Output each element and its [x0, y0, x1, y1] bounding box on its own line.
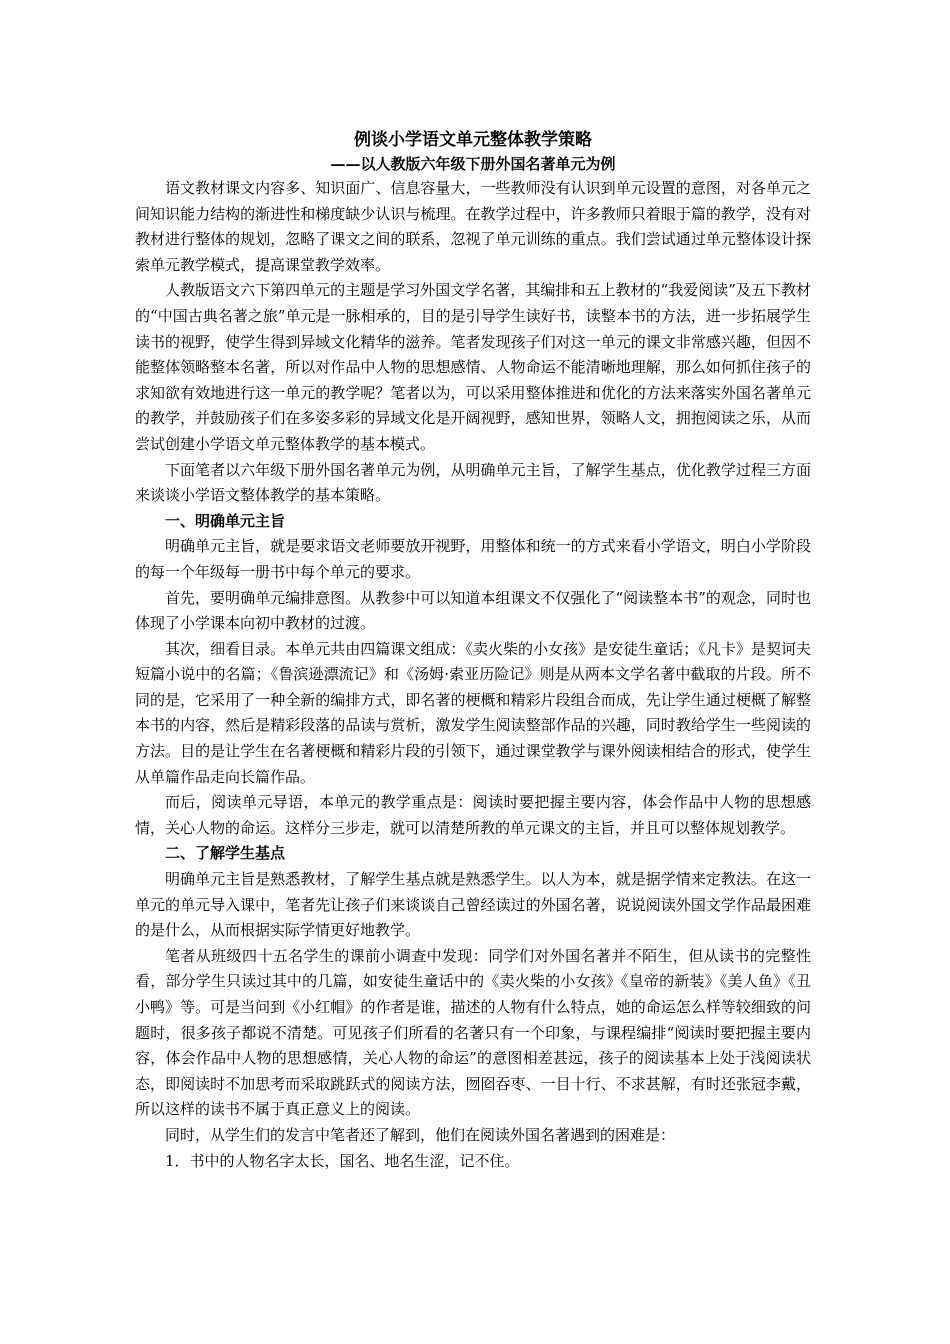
document-page — [135, 128, 811, 1174]
body-paragraph: 明确单元主旨是熟悉教材，了解学生基点就是熟悉学生。以人为本，就是据学情来定教法。在这一单元的单元导入课中，笔者先让孩子们来谈谈自己曾经读过的外国名著，说说阅读外国文学作品最困难的是什么，从而根据实际学情更好地教学。 — [135, 870, 811, 940]
body-paragraph: 其次，细看目录。本单元共由四篇课文组成：《卖火柴的小女孩》是安徒生童话；《凡卡》是契诃夫短篇小说中的名篇；《鲁滨逊漂流记》和《汤姆·索亚历险记》则是从两本文学名著中截取的片段。所不同的是，它采用了一种全新的编排方式，即名著的梗概和精彩片段组合而成，先让学生通过梗概了解整本书的内容，然后是精彩段落的品读与赏析，激发学生阅读整部作品的兴趣，同时教给学生一些阅读的方法。目的是让学生在名著梗概和精彩片段的引领下，通过课堂教学与课外阅读相结合的形式，使学生从单篇作品走向长篇作品。 — [135, 639, 811, 786]
body-paragraph: 首先，要明确单元编排意图。从教参中可以知道本组课文不仅强化了“阅读整本书”的观念，同时也体现了小学课本向初中教材的过渡。 — [135, 588, 811, 633]
body-paragraph: 语文教材课文内容多、知识面广、信息容量大，一些教师没有认识到单元设置的意图，对各单元之间知识能力结构的渐进性和梯度缺少认识与梳理。在教学过程中，许多教师只着眼于篇的教学，没有对教材进行整体的规划，忽略了课文之间的联系，忽视了单元训练的重点。我们尝试通过单元整体设计探索单元教学模式，提高课堂教学效率。 — [135, 179, 811, 274]
body-paragraph: 下面笔者以六年级下册外国名著单元为例，从明确单元主旨，了解学生基点，优化教学过程三方面来谈谈小学语文整体教学的基本策略。 — [135, 460, 811, 505]
body-paragraph: 1．书中的人物名字太长，国名、地名生涩，记不住。 — [165, 1151, 520, 1170]
body-paragraph: 人教版语文六下第四单元的主题是学习外国文学名著，其编排和五上教材的“我爱阅读”及五下教材的“中国古典名著之旅”单元是一脉相承的，目的是引导学生读好书，读整本书的方法，进一步拓展学生读书的视野，使学生得到异域文化精华的滋养。笔者发现孩子们对这一单元的课文非常感兴趣，但因不能整体领略整本名著，所以对作品中人物的思想感情、人物命运不能清晰地理解，那么如何抓住孩子的求知欲有效地进行这一单元的教学呢？笔者以为，可以采用整体推进和优化的方法来落实外国名著单元的教学，并鼓励孩子们在多姿多彩的异域文化是开阔视野，感知世界，领略人文，拥抱阅读之乐，从而尝试创建小学语文单元整体教学的基本模式。 — [135, 281, 811, 453]
document-subtitle: ——以人教版六年级下册外国名著单元为例 — [330, 155, 616, 173]
document-body — [135, 176, 811, 1174]
section-heading: 一、明确单元主旨 — [165, 511, 286, 530]
document-title: 例谈小学语文单元整体教学策略 — [354, 130, 592, 150]
body-paragraph: 同时，从学生们的发言中笔者还了解到，他们在阅读外国名著遇到的困难是： — [165, 1125, 676, 1144]
body-paragraph: 而后，阅读单元导语，本单元的教学重点是：阅读时要把握主要内容，体会作品中人物的思想感情，关心人物的命运。这样分三步走，就可以清楚所教的单元课文的主旨，并且可以整体规划教学。 — [135, 793, 811, 837]
section-heading: 二、了解学生基点 — [165, 844, 286, 863]
body-paragraph: 笔者从班级四十五名学生的课前小调查中发现：同学们对外国名著并不陌生，但从读书的完整性看，部分学生只读过其中的几篇，如安徒生童话中的《卖火柴的小女孩》《皇帝的新装》《美人鱼》《丑小鸭》等。可是当问到《小红帽》的作者是谁，描述的人物有什么特点，她的命运怎么样等较细致的问题时，很多孩子都说不清楚。可见孩子们所看的名著只有一个印象，与课程编排“阅读时要把握主要内容，体会作品中人物的思想感情，关心人物的命运”的意图相差甚远，孩子的阅读基本上处于浅阅读状态，即阅读时不加思考而采取跳跃式的阅读方法，囫囵吞枣、一目十行、不求甚解，有时还张冠李戴，所以这样的读书不属于真正意义上的阅读。 — [135, 946, 811, 1119]
body-paragraph: 明确单元主旨，就是要求语文老师要放开视野，用整体和统一的方式来看小学语文，明白小学阶段的每一个年级每一册书中每个单元的要求。 — [135, 537, 811, 581]
